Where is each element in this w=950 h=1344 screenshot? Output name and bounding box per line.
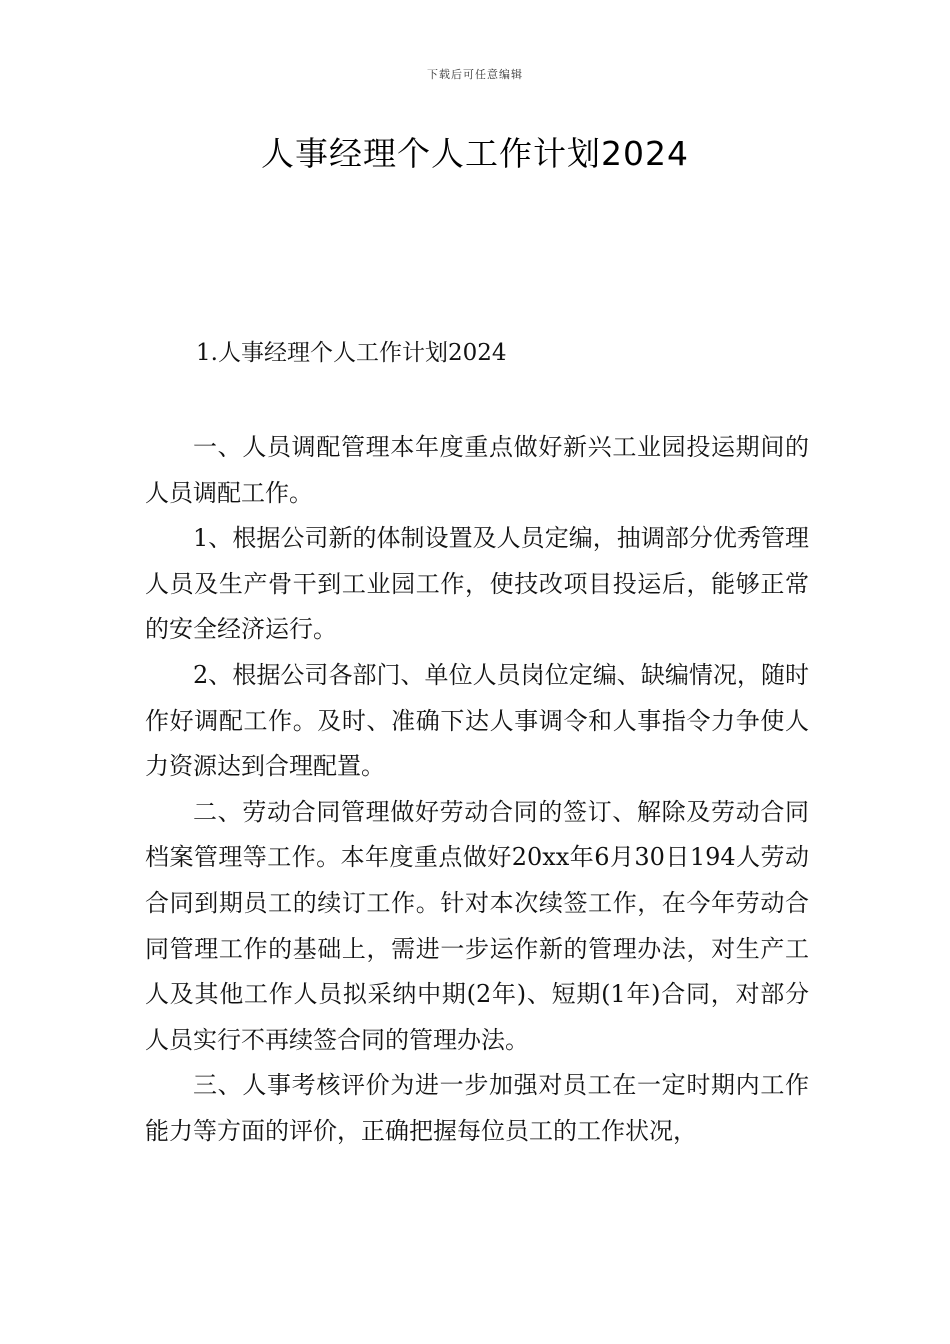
document-body [145, 425, 809, 1155]
paragraph-performance-review: 三、人事考核评价为进一步加强对员工在一定时期内工作能力等方面的评价，正确把握每位员工的工作状况， [145, 1071, 809, 1145]
paragraph-allocation-item-1: 1、根据公司新的体制设置及人员定编，抽调部分优秀管理人员及生产骨干到工业园工作，使技改项目投运后，能够正常的安全经济运行。 [145, 524, 809, 644]
paragraph-labor-contract: 二、劳动合同管理做好劳动合同的签订、解除及劳动合同档案管理等工作。本年度重点做好20xx年6月30日194人劳动合同到期员工的续订工作。针对本次续签工作，在今年劳动合同管理工作的基础上，需进一步运作新的管理办法，对生产工人及其他工作人员拟采纳中期(2年)、短期(1年)合同，对部分人员实行不再续签合同的管理办法。 [145, 797, 809, 1054]
section-heading: 1.人事经理个人工作计划2024 [196, 340, 507, 366]
paragraph-personnel-allocation: 一、人员调配管理本年度重点做好新兴工业园投运期间的人员调配工作。 [145, 433, 809, 507]
paragraph-allocation-item-2: 2、根据公司各部门、单位人员岗位定编、缺编情况，随时作好调配工作。及时、准确下达人事调令和人事指令力争使人力资源达到合理配置。 [145, 660, 809, 781]
header-note: 下载后可任意编辑 [427, 68, 523, 81]
document-title: 人事经理个人工作计划2024 [261, 134, 689, 173]
